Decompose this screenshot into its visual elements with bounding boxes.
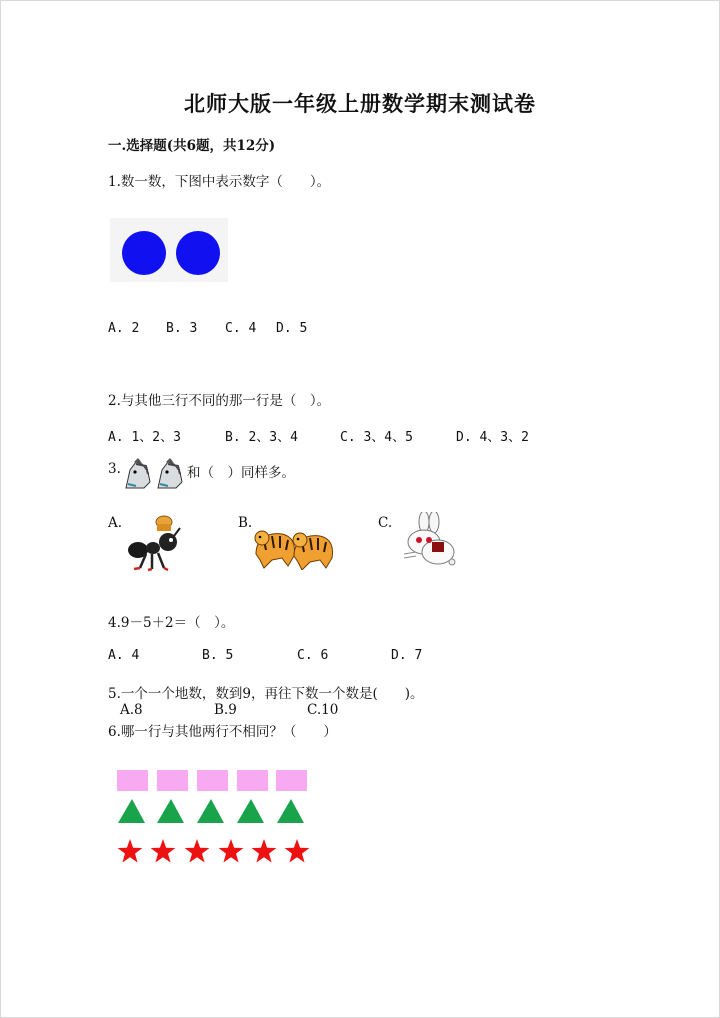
pink-square [197, 770, 228, 791]
red-star-row [118, 839, 310, 863]
q3-option-a-label[interactable]: A. [108, 515, 123, 531]
q4-option-d[interactable]: D. 7 [391, 648, 423, 663]
question-4-text: 4.9－5＋2＝（ ）。 [108, 615, 235, 631]
red-star [118, 839, 143, 863]
q2-option-b[interactable]: B. 2、3、4 [225, 430, 298, 445]
question-2-text: 2.与其他三行不同的那一行是（ ）。 [108, 393, 331, 409]
q3-option-c-label[interactable]: C. [378, 515, 393, 531]
pink-square [157, 770, 188, 791]
ant-icon [126, 514, 184, 572]
green-triangle [157, 799, 184, 823]
q4-option-b[interactable]: B. 5 [202, 648, 234, 663]
pink-square-row [117, 770, 307, 791]
horse-heads-icon [122, 458, 186, 492]
question-6-text: 6.哪一行与其他两行不相同？（ ） [108, 724, 337, 740]
red-star [285, 839, 310, 863]
section-heading: 一.选择题(共6题，共12分) [108, 138, 276, 154]
q1-dots-picture [110, 218, 228, 282]
green-triangle [277, 799, 304, 823]
tigers-icon [252, 514, 334, 570]
q2-option-d[interactable]: D. 4、3、2 [456, 430, 529, 445]
question-3-number: 3. [108, 461, 121, 477]
q2-option-c[interactable]: C. 3、4、5 [340, 430, 413, 445]
q1-option-b[interactable]: B. 3 [166, 321, 198, 336]
page-title: 北师大版一年级上册数学期末测试卷 [184, 91, 536, 116]
pink-square [237, 770, 268, 791]
green-triangle [197, 799, 224, 823]
question-3-text: 和（ ）同样多。 [187, 465, 295, 481]
q4-option-a[interactable]: A. 4 [108, 648, 140, 663]
green-triangle [237, 799, 264, 823]
question-1-text: 1.数一数，下图中表示数字（ ）。 [108, 174, 331, 190]
q3-option-b-label[interactable]: B. [238, 515, 253, 531]
blue-dot [122, 231, 166, 275]
q1-option-a[interactable]: A. 2 [108, 321, 140, 336]
pink-square [117, 770, 148, 791]
q5-option-b[interactable]: B.9 [214, 702, 237, 718]
rabbit-icon [394, 512, 458, 570]
green-triangle-row [118, 799, 304, 823]
q1-option-c[interactable]: C. 4 [225, 321, 257, 336]
pink-square [276, 770, 307, 791]
question-5-text: 5.一个一个地数，数到9，再往下数一个数是( )。 [108, 686, 424, 702]
q2-option-a[interactable]: A. 1、2、3 [108, 430, 181, 445]
q6-shape-rows [114, 766, 316, 870]
q4-option-c[interactable]: C. 6 [297, 648, 329, 663]
red-star [151, 839, 176, 863]
q5-option-c[interactable]: C.10 [307, 702, 339, 718]
green-triangle [118, 799, 145, 823]
red-star [185, 839, 210, 863]
blue-dot [176, 231, 220, 275]
q1-option-d[interactable]: D. 5 [276, 321, 308, 336]
q5-option-a[interactable]: A.8 [120, 702, 143, 718]
red-star [219, 839, 244, 863]
red-star [252, 839, 277, 863]
